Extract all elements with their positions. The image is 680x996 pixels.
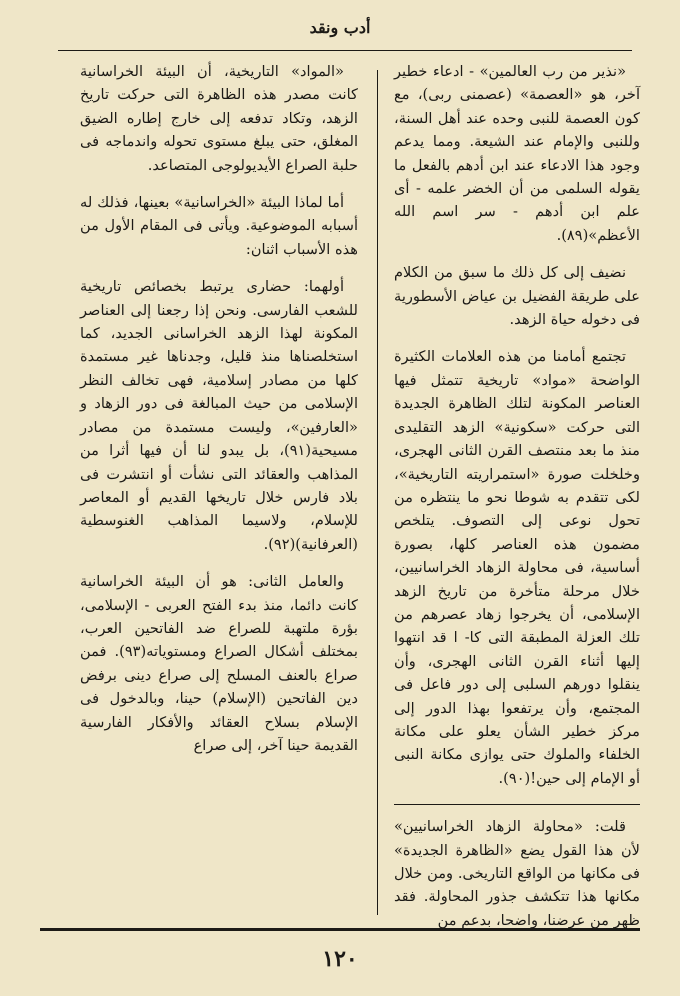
paragraph: «المواد» التاريخية، أن البيئة الخراسانية كانت مصدر هذه الظاهرة التى حركت تاريخ الزهد، وتكاد تدفعه إلى خارج إطاره الضيق المغلق، حتى يبلغ مستوى تحوله واندماجه فى حلبة الصراع الأيديولوجى المتصاعد. [80,63,358,174]
paragraph: «نذير من رب العالمين» - ادعاء خطير آخر، هو «العصمة» (عصمنى ربى)، مع كون العصمة للنبى وحده عند أهل السنة، وللنبى والإمام عند الشيعة. ومما يدعم وجود هذا الادعاء عند ابن أدهم بالفعل ما يقوله السلمى من أن الخضر علمه - أى علم ابن أدهم - سر اسم الله الأعظم»(٨٩). [394,63,640,244]
right-column [394,60,640,932]
page-number: ١٢٠ [322,946,358,972]
header-rule [58,50,632,51]
section-rule [394,804,640,805]
footer-rule [40,928,640,931]
paragraph: والعامل الثانى: هو أن البيئة الخراسانية كانت دائما، منذ بدء الفتح العربى - الإسلامى، بؤرة ملتهبة للصراع ضد الفاتحين العرب، بمختلف أشكال الصراع ومستوياته(٩٣). فمن صراع بالعنف المسلح إلى صراع دينى برفض دين الفاتحين (الإسلام) حينا، وبالدخول فى الإسلام بسلاح العقائد والأفكار الفارسية القديمة حينا آخر، إلى صراع [80,573,358,754]
column-divider [377,70,378,915]
paragraph: أولهما: حضارى يرتبط بخصائص تاريخية للشعب الفارسى. ونحن إذا رجعنا إلى العناصر المكونة لهذا الزهد الخراسانى الجديد، كما استخلصناها منذ قليل، وجدناها غير مستمدة كلها من مصادر إسلامية، فهى تخالف النظر الإسلامى من حيث المبالغة فى دور الزهاد و «العارفين»، وليست مستمدة من مصادر مسيحية(٩١)، بل يبدو لنا أن فيها أثرا من المذاهب والعقائد التى نشأت أو انتشرت فى بلاد فارس خلال تاريخها القديم أو المعاصر للإسلام، ولاسيما المذاهب الغنوسطية (العرفانية)(٩٢). [80,278,358,553]
paragraph: قلت: «محاولة الزهاد الخراسانيين» لأن هذا القول يضع «الظاهرة الجديدة» فى مكانها من الواقع التاريخى. ومن خلال مكانها هذا تتكشف جذور المحاولة. فقد ظهر من عرضنا، واضحا، بدعم من [394,818,640,929]
paragraph: أما لماذا البيئة «الخراسانية» بعينها، فذلك له أسبابه الموضوعية. ويأتى فى المقام الأول من هذه الأسباب اثنان: [80,194,358,258]
left-column [80,60,358,757]
paragraph: تجتمع أمامنا من هذه العلامات الكثيرة الواضحة «مواد» تاريخية تتمثل فيها العناصر المكونة لتلك الظاهرة الجديدة التى حركت «سكونية» الزهد التقليدى منذ ما بعد منتصف القرن الثانى الهجرى، وخلخلت صورة «استمراريته التاريخية»، لكى تتقدم به شوطا نحو ما ينتظره من تحول نوعى إلى التصوف. يتلخص مضمون هذه العناصر كلها، بصورة أساسية، فى محاولة الزهاد الخراسانيين، خلال مرحلة متأخرة من تاريخ الزهد الإسلامى، أن يخرجوا زهاد عصرهم من تلك العزلة المطبقة التى كا- ا قد انتهوا إليها أثناء القرن الثانى الهجرى، وأن ينقلوا دورهم السلبى إلى دور فاعل فى المجتمع، وأن يرتفعوا بهذا الدور إلى مركز خطير الشأن يعلو على مكانة الخلفاء والملوك حتى يوازى مكانة النبى أو الإمام إلى حين!(٩٠). [394,348,640,787]
running-title: أدب ونقد [309,18,371,37]
paragraph: نضيف إلى كل ذلك ما سبق من الكلام على طريقة الفضيل بن عياض الأسطورية فى دخوله حياة الزهد. [394,264,640,329]
